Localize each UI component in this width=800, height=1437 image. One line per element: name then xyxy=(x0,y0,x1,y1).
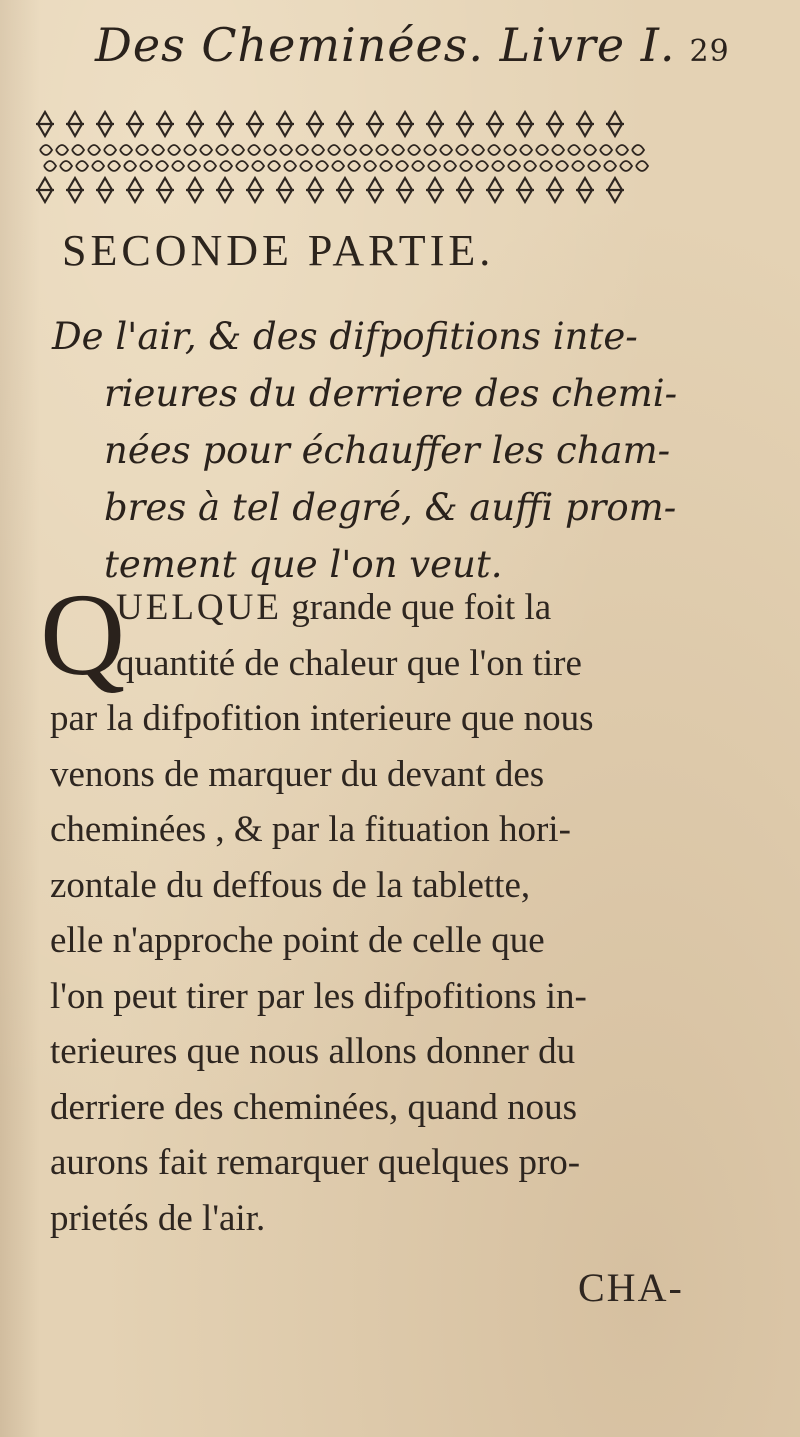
ornament-mark xyxy=(508,161,520,171)
ornament-mark xyxy=(280,145,292,155)
ornament-mark xyxy=(568,145,580,155)
subtitle-line: bres à tel degré, & auffi prom- xyxy=(104,486,677,529)
ornament-mark xyxy=(606,112,624,136)
ornament-mark xyxy=(376,145,388,155)
ornament-mark xyxy=(36,178,54,202)
ornament-mark xyxy=(616,145,628,155)
ornament-mark xyxy=(492,161,504,171)
ornament-mark xyxy=(36,112,54,136)
body-line: terieures que nous allons donner du xyxy=(50,1031,576,1072)
ornament-mark xyxy=(216,112,234,136)
ornament-mark xyxy=(552,145,564,155)
ornament-mark xyxy=(300,161,312,171)
ornament-mark xyxy=(332,161,344,171)
ornament-mark xyxy=(472,145,484,155)
ornament-mark xyxy=(556,161,568,171)
catchword: CHA- xyxy=(578,1265,684,1310)
body-line: derriere des cheminées, quand nous xyxy=(50,1086,578,1128)
ornament-mark xyxy=(540,161,552,171)
running-head-title: Des Cheminées. Livre I. xyxy=(95,18,676,72)
ornament-mark xyxy=(108,161,120,171)
ornament-mark xyxy=(486,178,504,202)
ornament-mark xyxy=(392,145,404,155)
ornament-mark xyxy=(186,178,204,202)
ornament-mark xyxy=(516,178,534,202)
ornament-mark xyxy=(588,161,600,171)
ornament-mark xyxy=(380,161,392,171)
ornament-mark xyxy=(408,145,420,155)
ornament-mark xyxy=(96,112,114,136)
ornament-mark xyxy=(546,112,564,136)
ornament-mark xyxy=(444,161,456,171)
ornament-mark xyxy=(124,161,136,171)
drop-cap: Q xyxy=(40,569,126,700)
ornament-mark xyxy=(156,161,168,171)
ornament-mark xyxy=(186,112,204,136)
ornament-mark xyxy=(366,112,384,136)
ornament-mark xyxy=(140,161,152,171)
ornament-mark xyxy=(204,161,216,171)
ornament-mark xyxy=(576,112,594,136)
ornament-mark xyxy=(536,145,548,155)
chapter-subtitle xyxy=(52,308,732,593)
ornament-mark xyxy=(572,161,584,171)
body-line: quantité de chaleur que l'on tire xyxy=(116,642,582,684)
ornament-mark xyxy=(156,112,174,136)
ornament-mark xyxy=(336,112,354,136)
body-line: cheminées , & par la fituation hori- xyxy=(50,809,571,850)
ornament-mark xyxy=(412,161,424,171)
ornament-mark xyxy=(126,112,144,136)
ornament-mark xyxy=(72,145,84,155)
ornament-mark xyxy=(56,145,68,155)
ornament-mark xyxy=(428,161,440,171)
ornament-mark xyxy=(426,178,444,202)
ornament-mark xyxy=(66,112,84,136)
ornament-mark xyxy=(76,161,88,171)
ornament-mark xyxy=(268,161,280,171)
ornament-mark xyxy=(40,145,52,155)
ornament-mark xyxy=(486,112,504,136)
ornament-mark xyxy=(604,161,616,171)
ornament-mark xyxy=(104,145,116,155)
ornament-mark xyxy=(426,112,444,136)
ornament-mark xyxy=(220,161,232,171)
running-head xyxy=(95,18,730,78)
ornament-mark xyxy=(232,145,244,155)
body-paragraph xyxy=(50,580,765,1246)
ornament-mark xyxy=(456,112,474,136)
ornament-mark xyxy=(264,145,276,155)
ornament-mark xyxy=(96,178,114,202)
ornament-mark xyxy=(460,161,472,171)
ornament-mark xyxy=(252,161,264,171)
ornament-mark xyxy=(396,112,414,136)
ornament-mark xyxy=(620,161,632,171)
ornament-mark xyxy=(248,145,260,155)
ornament-mark xyxy=(456,145,468,155)
ornament-mark xyxy=(636,161,648,171)
page-number: 29 xyxy=(689,34,730,69)
ornament-mark xyxy=(246,112,264,136)
ornament-mark xyxy=(360,145,372,155)
ornament-mark xyxy=(216,178,234,202)
section-title: SECONDE PARTIE. xyxy=(62,226,495,275)
ornament-mark xyxy=(284,161,296,171)
ornament-mark xyxy=(396,161,408,171)
ornament-mark xyxy=(306,178,324,202)
ornament-mark xyxy=(126,178,144,202)
ornament-mark xyxy=(524,161,536,171)
ornament-mark xyxy=(200,145,212,155)
ornament-mark xyxy=(276,178,294,202)
body-line xyxy=(50,580,765,636)
ornament-mark xyxy=(184,145,196,155)
ornament-mark xyxy=(366,178,384,202)
ornament-mark xyxy=(456,178,474,202)
ornament-mark xyxy=(632,145,644,155)
ornament-mark xyxy=(172,161,184,171)
ornament-mark xyxy=(424,145,436,155)
body-line: par la difpofition interieure que nous xyxy=(50,698,594,739)
ornament-mark xyxy=(60,161,72,171)
small-caps-opening: UELQUE xyxy=(116,587,282,628)
ornament-mark xyxy=(546,178,564,202)
ornament-mark xyxy=(306,112,324,136)
ornament-mark xyxy=(348,161,360,171)
fleuron-band-ornament-icon xyxy=(30,108,660,208)
subtitle-line: tement que l'on veut. xyxy=(104,543,503,586)
ornament-mark xyxy=(576,178,594,202)
body-line: elle n'approche point de celle que xyxy=(50,920,545,961)
ornament-mark xyxy=(236,161,248,171)
ornament-mark xyxy=(476,161,488,171)
ornament-mark xyxy=(600,145,612,155)
ornament-mark xyxy=(312,145,324,155)
body-line: zontale du deffous de la tablette, xyxy=(50,864,531,906)
ornament-mark xyxy=(336,178,354,202)
ornament-mark xyxy=(188,161,200,171)
ornament-mark xyxy=(344,145,356,155)
ornament-mark xyxy=(520,145,532,155)
ornament-mark xyxy=(66,178,84,202)
body-line: venons de marquer du devant des xyxy=(50,753,545,795)
body-line: aurons fait remarquer quelques pro- xyxy=(50,1142,581,1183)
ornament-mark xyxy=(296,145,308,155)
ornament-mark xyxy=(44,161,56,171)
body-line: l'on peut tirer par les difpofitions in- xyxy=(50,975,587,1017)
ornament-mark xyxy=(168,145,180,155)
ornament-mark xyxy=(584,145,596,155)
ornament-mark xyxy=(88,145,100,155)
subtitle-line: nées pour échauffer les cham- xyxy=(104,429,671,472)
ornament-mark xyxy=(136,145,148,155)
subtitle-line: rieures du derriere des chemi- xyxy=(104,372,678,415)
ornament-mark xyxy=(120,145,132,155)
body-line: prietés de l'air. xyxy=(50,1197,266,1239)
ornament-mark xyxy=(276,112,294,136)
subtitle-line: De l'air, & des difpofitions inte- xyxy=(52,315,638,358)
ornament-mark xyxy=(606,178,624,202)
ornament-mark xyxy=(364,161,376,171)
first-line-text: grande que foit la xyxy=(281,587,552,628)
ornament-mark xyxy=(246,178,264,202)
ornament-mark xyxy=(396,178,414,202)
ornament-mark xyxy=(92,161,104,171)
ornament-mark xyxy=(504,145,516,155)
ornament-mark xyxy=(488,145,500,155)
ornament-mark xyxy=(328,145,340,155)
ornament-mark xyxy=(440,145,452,155)
ornament-mark xyxy=(516,112,534,136)
ornament-mark xyxy=(152,145,164,155)
ornament-mark xyxy=(216,145,228,155)
ornament-mark xyxy=(156,178,174,202)
ornament-mark xyxy=(316,161,328,171)
